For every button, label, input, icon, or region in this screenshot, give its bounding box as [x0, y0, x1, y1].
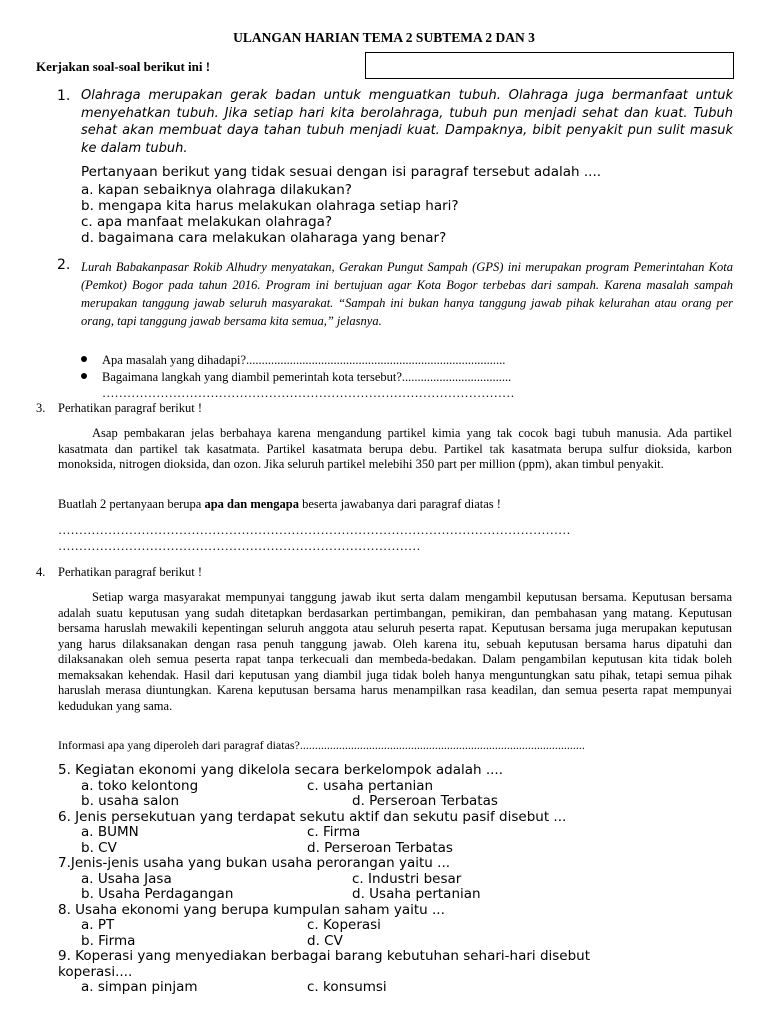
mc-option-b[interactable]: b. usaha salon [81, 793, 180, 809]
mc-option-a[interactable]: a. toko kelontong [81, 777, 199, 794]
q4-question[interactable]: Informasi apa yang diperoleh dari paragraf diatas?............................................................................................... [58, 738, 585, 752]
mc-option-a[interactable]: a. PT [81, 917, 115, 933]
mc-option-a[interactable]: a. BUMN [81, 824, 139, 840]
q2-number: 2. [57, 257, 71, 273]
mc-option-d[interactable]: d. Usaha pertanian [352, 886, 481, 902]
mc-options-row [58, 779, 748, 795]
mc-question [58, 949, 748, 996]
mc-question-text: 5. Kegiatan ekonomi yang dikelola secara berkelompok adalah .... [58, 762, 504, 778]
mc-option-c[interactable]: c. Industri besar [352, 870, 462, 887]
q4-number: 4. [36, 565, 46, 579]
mc-question [58, 763, 748, 810]
q3-task-suffix: beserta jawabanya dari paragraf diatas ! [298, 497, 501, 511]
mc-option-b[interactable]: b. CV [81, 839, 117, 856]
mc-options-row [58, 918, 748, 934]
name-box[interactable] [365, 52, 734, 79]
q3-heading: Perhatikan paragraf berikut ! [58, 401, 203, 415]
page-title: ULANGAN HARIAN TEMA 2 SUBTEMA 2 DAN 3 [233, 30, 535, 45]
q3-paragraph: Asap pembakaran jelas berbahaya karena mengandung partikel kimia yang tak cocok bagi tubuh manusia. Ada partikel kasatmata dan partikel tak kasatmata. Partikel kasatmata berupa debu. Partikel tak kasatmata berupa sulfur dioksida, karbon monoksida, nitrogen dioksida, dan ozon. Jika seluruh partikel melebihi 350 part per million (ppm), akan timbul penyakit. [58, 426, 732, 471]
mc-options-row [58, 872, 748, 888]
mc-question-text: 8. Usaha ekonomi yang berupa kumpulan saham yaitu ... [58, 901, 445, 918]
q1-option-d[interactable]: d. bagaimana cara melakukan olaharaga yang benar? [81, 230, 447, 246]
mc-section [58, 763, 748, 996]
q4-heading: Perhatikan paragraf berikut ! [58, 565, 203, 579]
mc-option-c[interactable]: c. Koperasi [307, 917, 381, 933]
mc-option-a[interactable]: a. Usaha Jasa [81, 870, 172, 887]
q9-text-line-1: 9. Koperasi yang menyediakan berbagai barang kebutuhan sehari-hari disebut [58, 948, 591, 964]
q3-task-bold: apa dan mengapa [204, 497, 299, 511]
mc-option-b[interactable]: b. Usaha Perdagangan [81, 886, 234, 902]
mc-options-row [58, 887, 748, 903]
q1-question-block [81, 164, 601, 246]
q2-bullet-1 [81, 352, 681, 369]
mc-option-c[interactable]: c. usaha pertanian [307, 777, 434, 794]
mc-question [58, 810, 748, 857]
mc-question-text: 6. Jenis persekutuan yang terdapat sekutu aktif dan sekutu pasif disebut ... [58, 808, 567, 825]
q3-number: 3. [36, 401, 46, 415]
mc-options-row [58, 934, 748, 950]
q1-question: Pertanyaan berikut yang tidak sesuai dengan isi paragraf tersebut adalah .... [81, 164, 602, 180]
mc-options-row [58, 980, 748, 996]
q1-number: 1. [57, 88, 71, 104]
q9-option-c[interactable]: c. konsumsi [307, 979, 387, 995]
mc-question-text: 7.Jenis-jenis usaha yang bukan usaha perorangan yaitu ... [58, 855, 451, 871]
q1-option-a[interactable]: a. kapan sebaiknya olahraga dilakukan? [81, 182, 352, 198]
mc-options-row [58, 825, 748, 841]
q4-paragraph: Setiap warga masyarakat mempunyai tanggung jawab ikut serta dalam mengambil keputusan bersama. Keputusan bersama adalah suatu keputusan yang sudah ditetapkan berdasarkan pertimbangan, pemikiran, dan pembahasan yang matang. Keputusan bersama haruslah mewakili kepentingan seluruh anggota atau seluruh peserta rapat. Keputusan bersama juga merupakan keputusan yang harus dilaksanakan dengan rasa penuh tanggung jawab. Oleh karena itu, sebuah keputusan bersama harus dipatuhi dan dilaksanakan oleh semua peserta rapat tanpa terkecuali dan membeda-bedakan. Dalam pengambilan keputusan kita tidak boleh memaksakan kehendak. Hasil dari keputusan yang diambil juga tidak boleh hanya menguntungkan satu pihak, tetapi semua pihak haruslah merasa diuntungkan. Karena keputusan bersama harus menampilkan rasa keadilan, dan semua peserta rapat mempunyai kedudukan yang sama. [58, 590, 732, 713]
mc-option-d[interactable]: d. Perseroan Terbatas [352, 793, 498, 809]
mc-option-b[interactable]: b. Firma [81, 932, 136, 949]
mc-question [58, 856, 748, 903]
q3-answer-line-2[interactable]: …………………………………………………………………………… [58, 539, 421, 553]
q3-answer-line-1[interactable]: …………………………………………………………………………………………………………… [58, 523, 571, 537]
q1-option-b[interactable]: b. mengapa kita harus melakukan olahraga setiap hari? [81, 198, 459, 214]
mc-question [58, 903, 748, 950]
q2-answer-line[interactable]: ……………………………………………………………………………………… [102, 386, 515, 400]
mc-options-row [58, 841, 748, 857]
q2-paragraph: Lurah Babakanpasar Rokib Alhudry menyatakan, Gerakan Pungut Sampah (GPS) ini merupakan program Pemerintahan Kota (Pemkot) Bogor pada tahun 2016. Program ini bertujuan agar Kota Bogor terbebas dari sampah. Karena masalah sampah merupakan tanggung jawab seluruh masyarakat. “Sampah ini bukan hanya tanggung jawab pihak kelurahan atau orang per orang, tapi tanggung jawab bersama kita semua,” jelasnya. [81, 260, 733, 328]
q9-option-a[interactable]: a. simpan pinjam [81, 979, 198, 995]
mc-option-d[interactable]: d. Perseroan Terbatas [307, 839, 453, 856]
q3-task [58, 497, 501, 512]
mc-options-row [58, 794, 748, 810]
q9-text-line-2: koperasi.... [58, 963, 133, 980]
q2-bullet-text-1: Apa masalah yang dihadapi?................................................................................... [102, 353, 506, 367]
mc-option-c[interactable]: c. Firma [307, 824, 361, 840]
q1-option-c[interactable]: c. apa manfaat melakukan olahraga? [81, 214, 333, 230]
q3-task-prefix: Buatlah 2 pertanyaan berupa [58, 497, 205, 511]
mc-option-d[interactable]: d. CV [307, 932, 343, 949]
instruction: Kerjakan soal-soal berikut ini ! [36, 59, 211, 74]
bullet-icon [81, 356, 87, 362]
q2-bullet-2 [81, 369, 681, 386]
bullet-icon [81, 373, 87, 379]
q2-bullet-text-2: Bagaimana langkah yang diambil pemerintah kota tersebut?................................... [102, 370, 512, 384]
q1-paragraph: Olahraga merupakan gerak badan untuk menguatkan tubuh. Olahraga juga bermanfaat untuk menyehatkan tubuh. Jika setiap hari kita berolahraga, tubuh pun menjadi sehat dan kuat. Tubuh sehat akan membuat daya tahan tubuh menjadi kuat. Dampaknya, bibit penyakit pun sulit masuk ke dalam tubuh. [81, 88, 733, 156]
